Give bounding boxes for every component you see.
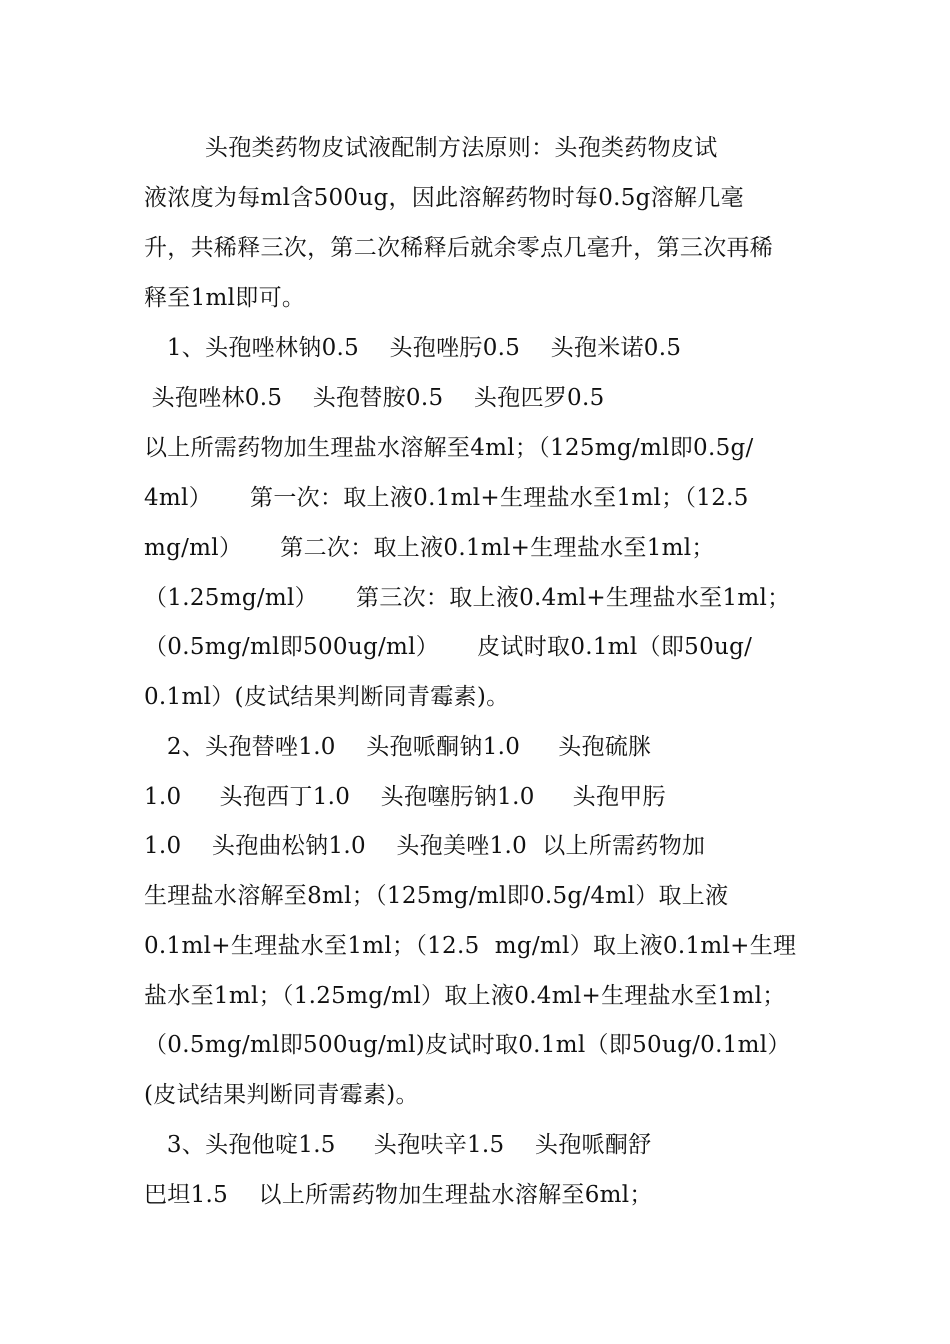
text-line: (皮试结果判断同青霉素)。 [144, 1082, 419, 1108]
text-line: 0.1ml）(皮试结果判断同青霉素)。 [144, 684, 510, 710]
text-line: （1.25mg/ml） 第三次：取上液0.4ml+生理盐水至1ml； [144, 585, 791, 611]
text-line: 头孢类药物皮试液配制方法原则：头孢类药物皮试 [144, 135, 718, 161]
text-line: 释至1ml即可。 [144, 285, 306, 311]
text-line: 1.0 头孢曲松钠1.0 头孢美唑1.0 以上所需药物加 [144, 833, 706, 859]
text-line: mg/ml） 第二次：取上液0.1ml+生理盐水至1ml； [144, 535, 715, 561]
text-line: 液浓度为每ml含500ug，因此溶解药物时每0.5g溶解几毫 [144, 185, 744, 211]
text-line: 1、头孢唑林钠0.5 头孢唑肟0.5 头孢米诺0.5 [144, 335, 682, 361]
text-line: 1.0 头孢西丁1.0 头孢噻肟钠1.0 头孢甲肟 [144, 784, 666, 810]
text-line: 升，共稀释三次，第二次稀释后就余零点几毫升，第三次再稀 [144, 235, 774, 261]
text-line: （0.5mg/ml即500ug/ml） 皮试时取0.1ml（即50ug/ [144, 634, 753, 660]
text-line: 0.1ml+生理盐水至1ml；（12.5 mg/ml）取上液0.1ml+生理 [144, 933, 797, 959]
text-line: 4ml） 第一次：取上液0.1ml+生理盐水至1ml；（12.5 [144, 485, 749, 511]
text-line: 3、头孢他啶1.5 头孢呋辛1.5 头孢哌酮舒 [144, 1132, 652, 1158]
text-line: 头孢唑林0.5 头孢替胺0.5 头孢匹罗0.5 [144, 385, 605, 411]
text-line: 盐水至1ml；（1.25mg/ml）取上液0.4ml+生理盐水至1ml； [144, 983, 786, 1009]
text-line: 以上所需药物加生理盐水溶解至4ml；（125mg/ml即0.5g/ [144, 435, 754, 461]
text-line: （0.5mg/ml即500ug/ml)皮试时取0.1ml（即50ug/0.1ml） [144, 1032, 791, 1058]
text-line: 2、头孢替唑1.0 头孢哌酮钠1.0 头孢硫脒 [144, 734, 652, 760]
text-line: 巴坦1.5 以上所需药物加生理盐水溶解至6ml； [144, 1182, 653, 1208]
text-line: 生理盐水溶解至8ml；（125mg/ml即0.5g/4ml）取上液 [144, 883, 729, 909]
